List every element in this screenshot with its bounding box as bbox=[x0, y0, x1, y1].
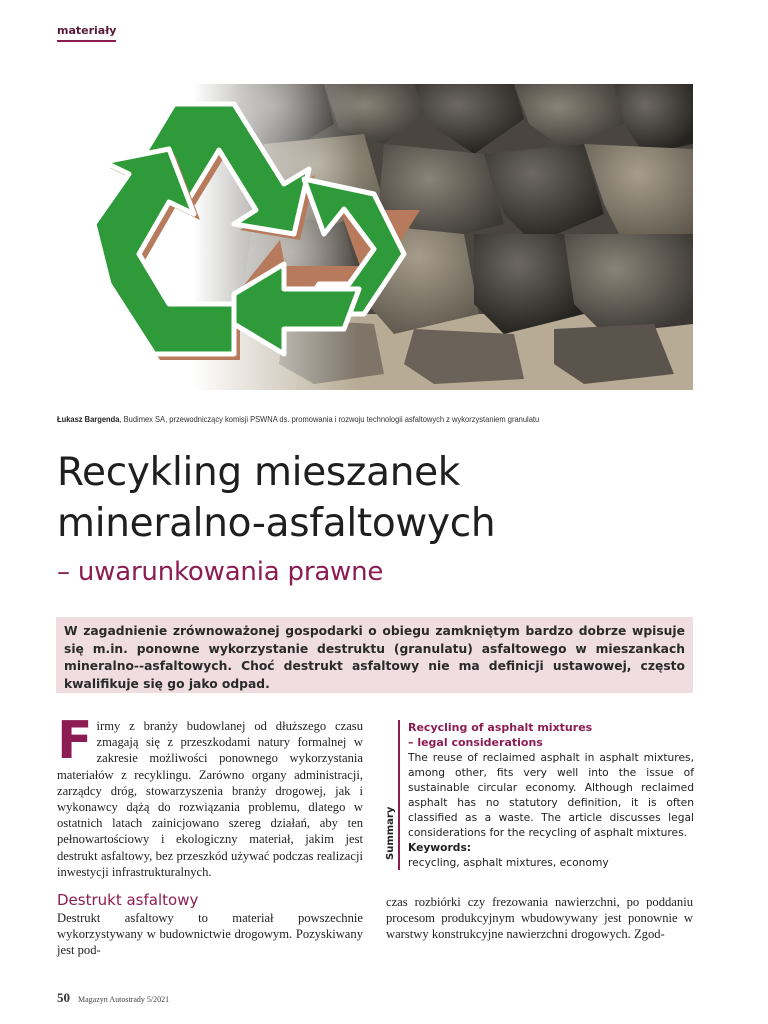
page-number: 50 bbox=[57, 990, 70, 1005]
summary-title bbox=[408, 720, 694, 750]
page-footer bbox=[57, 990, 169, 1006]
intro-text: irmy z branży budowlanej od dłuższego czasu zmagają się z przeszkodami natury formalnej w zakresie możliwości ponownego wykorzystania materiałów z recyklingu. Zarówno organy administracji, zarządcy dróg, stowarzyszenia branży drogowej, jak i wykonawcy dążą do rozwiązania problemu, dlatego w ostatnich latach zainicjowano szereg działań, aby ten pełnowartościowy i ekologiczny materiał, jakim jest destrukt asfaltowy, bez przeszkód używać podczas realizacji inwestycji infrastrukturalnych. bbox=[57, 719, 363, 879]
summary-title-line-2: – legal considerations bbox=[408, 736, 543, 749]
lead-paragraph: W zagadnienie zrównoważonej gospodarki o obiegu zamkniętym bardzo dobrze wpisuje się m.in. ponowne wykorzystanie destruktu (granulatu) asfaltowego w mieszankach mineralno--asfaltowych. Choć destrukt asfaltowy nie ma definicji ustawowej, często kwalifikuje się go jako odpad. bbox=[56, 617, 693, 693]
article-subtitle: – uwarunkowania prawne bbox=[57, 557, 384, 587]
summary-body bbox=[408, 720, 694, 870]
author-affiliation: , Budimex SA, przewodniczący komisji PSWNA ds. promowania i rozwoju technologii asfaltowych z wykorzystaniem granulatu bbox=[119, 414, 540, 424]
keywords-list: recycling, asphalt mixtures, economy bbox=[408, 856, 609, 869]
title-line-2: mineralno-asfaltowych bbox=[57, 501, 496, 546]
summary-title-line-1: Recycling of asphalt mixtures bbox=[408, 721, 593, 734]
summary-text: The reuse of reclaimed asphalt in asphalt mixtures, among other, fits very well into the issue of sustainable circular economy. Although reclaimed asphalt has no statutory definition, it is often classified as a waste. The article discusses legal considerations for the recycling of asphalt mixtures. bbox=[408, 751, 694, 839]
summary-box bbox=[384, 720, 694, 870]
magazine-issue: Magazyn Autostrady 5/2021 bbox=[78, 995, 170, 1004]
article-title bbox=[57, 447, 717, 549]
recycling-symbol-rubble-illustration bbox=[84, 84, 693, 390]
drop-cap: F bbox=[57, 711, 93, 771]
hero-image bbox=[84, 84, 693, 390]
title-line-1: Recykling mieszanek bbox=[57, 450, 461, 495]
summary-label: Summary bbox=[385, 806, 396, 860]
section-text-right: czas rozbiórki czy frezowania nawierzchni, po poddaniu procesom produkcyjnym wbudowywany jest ponownie w warstwy konstrukcyjne nawierzchni drogowych. Zgod- bbox=[386, 895, 693, 942]
section-text-left: Destrukt asfaltowy to materiał powszechnie wykorzystywany w budownictwie drogowym. Pozyskiwany jest pod- bbox=[57, 911, 363, 958]
keywords-label: Keywords: bbox=[408, 841, 472, 854]
summary-label-bar bbox=[384, 720, 400, 870]
section-tag: materiały bbox=[57, 24, 116, 42]
author-name: Łukasz Bargenda bbox=[57, 414, 120, 424]
section-heading: Destrukt asfaltowy bbox=[57, 891, 199, 909]
author-byline bbox=[57, 414, 633, 424]
intro-paragraph bbox=[57, 711, 363, 880]
